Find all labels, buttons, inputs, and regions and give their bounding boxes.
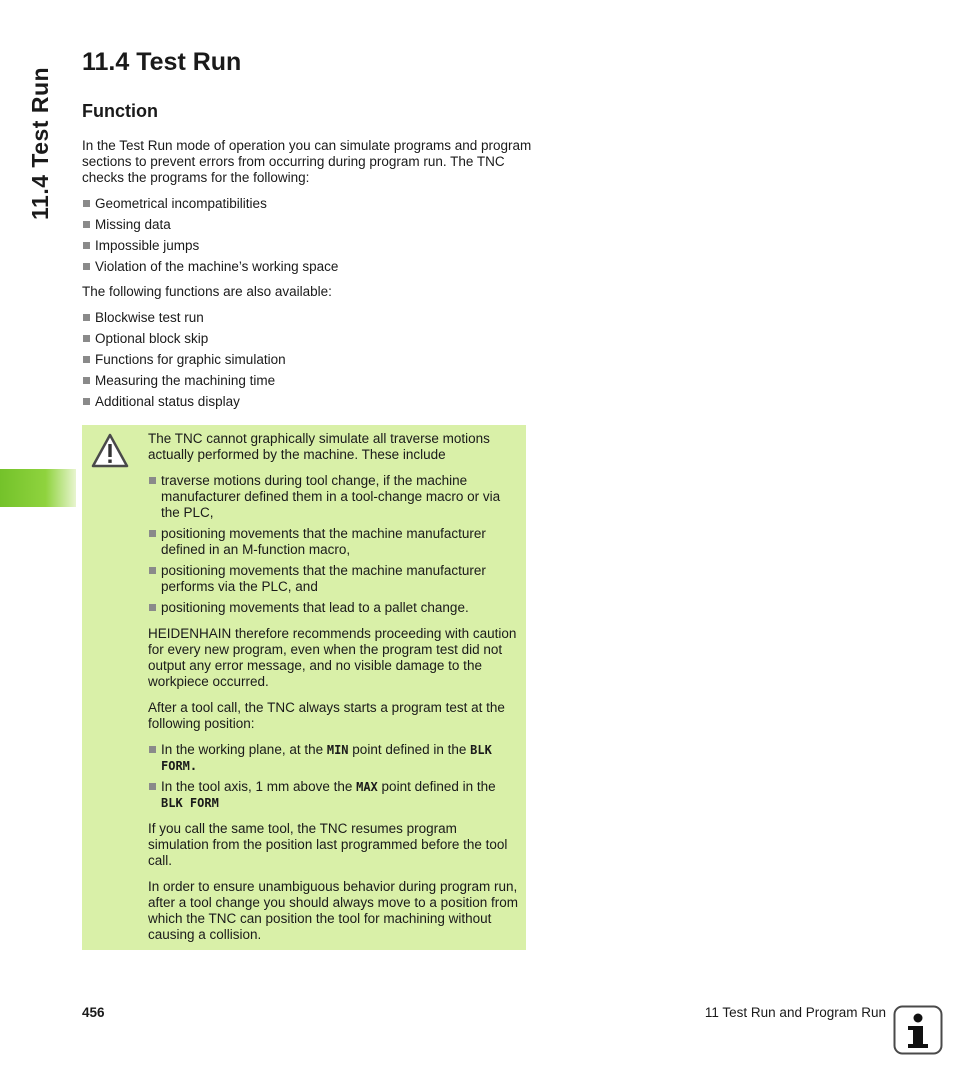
note-after-tool-call: After a tool call, the TNC always starts a program test at the following position: <box>148 700 505 731</box>
note-start-positions-list <box>148 742 520 811</box>
bullet-square-icon <box>149 746 156 753</box>
code-keyword: BLK FORM <box>161 796 219 810</box>
caution-note-content <box>148 431 520 953</box>
code-keyword: MAX <box>356 780 378 794</box>
list-item: In the tool axis, 1 mm above the MAX point defined in the BLK FORM <box>148 779 520 811</box>
bullet-square-icon <box>83 221 90 228</box>
list-item: positioning movements that the machine manufacturer performs via the PLC, and <box>148 563 520 595</box>
bullet-square-icon <box>83 242 90 249</box>
list-item: In the working plane, at the MIN point defined in the BLK FORM. <box>148 742 520 774</box>
warning-icon <box>91 433 129 469</box>
list-item: Missing data <box>82 217 542 238</box>
list-item: Blockwise test run <box>82 310 542 331</box>
bullet-square-icon <box>83 377 90 384</box>
bullet-square-icon <box>149 783 156 790</box>
chapter-tab-marker <box>0 469 76 507</box>
list-item: Violation of the machine’s working space <box>82 259 542 280</box>
bullet-square-icon <box>83 200 90 207</box>
caution-note-box <box>82 425 526 950</box>
bullet-square-icon <box>149 567 156 574</box>
info-icon <box>893 1005 943 1055</box>
bullet-square-icon <box>149 477 156 484</box>
list-item: Optional block skip <box>82 331 542 352</box>
page-number: 456 <box>82 1005 105 1020</box>
bullet-square-icon <box>83 335 90 342</box>
footer-chapter-title: 11 Test Run and Program Run <box>704 1005 886 1020</box>
section-title: 11.4 Test Run <box>82 48 242 76</box>
bullet-square-icon <box>83 263 90 270</box>
list-item: positioning movements that lead to a pallet change. <box>148 600 520 616</box>
bullet-square-icon <box>83 398 90 405</box>
code-keyword: MIN <box>326 743 349 757</box>
bullet-square-icon <box>149 604 156 611</box>
list-item: Functions for graphic simulation <box>82 352 542 373</box>
note-ensure: In order to ensure unambiguous behavior during program run, after a tool change you should always move to a position from which the TNC can position the tool for machining without causing a collision. <box>148 879 518 942</box>
note-recommendation: HEIDENHAIN therefore recommends proceeding with caution for every new program, even when the program test did not output any error message, and no visible damage to the workpiece occurred. <box>148 626 517 689</box>
list-item: positioning movements that the machine manufacturer defined in an M-function macro, <box>148 526 520 558</box>
checks-list <box>82 196 542 280</box>
list-item: Geometrical incompatibilities <box>82 196 542 217</box>
side-chapter-title-text: 11.4 Test Run <box>27 66 53 220</box>
subsection-title: Function <box>82 101 158 121</box>
bullet-square-icon <box>83 356 90 363</box>
note-motions-list <box>148 473 520 616</box>
note-intro: The TNC cannot graphically simulate all traverse motions actually performed by the machine. These include <box>148 431 490 462</box>
note-same-tool: If you call the same tool, the TNC resumes program simulation from the position last programmed before the tool call. <box>148 821 508 868</box>
functions-list <box>82 310 542 415</box>
code-keyword: BLK FORM. <box>161 743 492 773</box>
list-item: traverse motions during tool change, if the machine manufacturer defined them in a tool-change macro or via the PLC, <box>148 473 520 521</box>
side-chapter-title <box>20 50 60 220</box>
list-item: Impossible jumps <box>82 238 542 259</box>
list-item: Measuring the machining time <box>82 373 542 394</box>
bullet-square-icon <box>149 530 156 537</box>
intro-paragraph: In the Test Run mode of operation you can simulate programs and program sections to prevent errors from occurring during program run. The TNC checks the programs for the following: <box>82 138 532 185</box>
list-item: Additional status display <box>82 394 542 415</box>
also-available-paragraph: The following functions are also available: <box>82 284 332 299</box>
bullet-square-icon <box>83 314 90 321</box>
